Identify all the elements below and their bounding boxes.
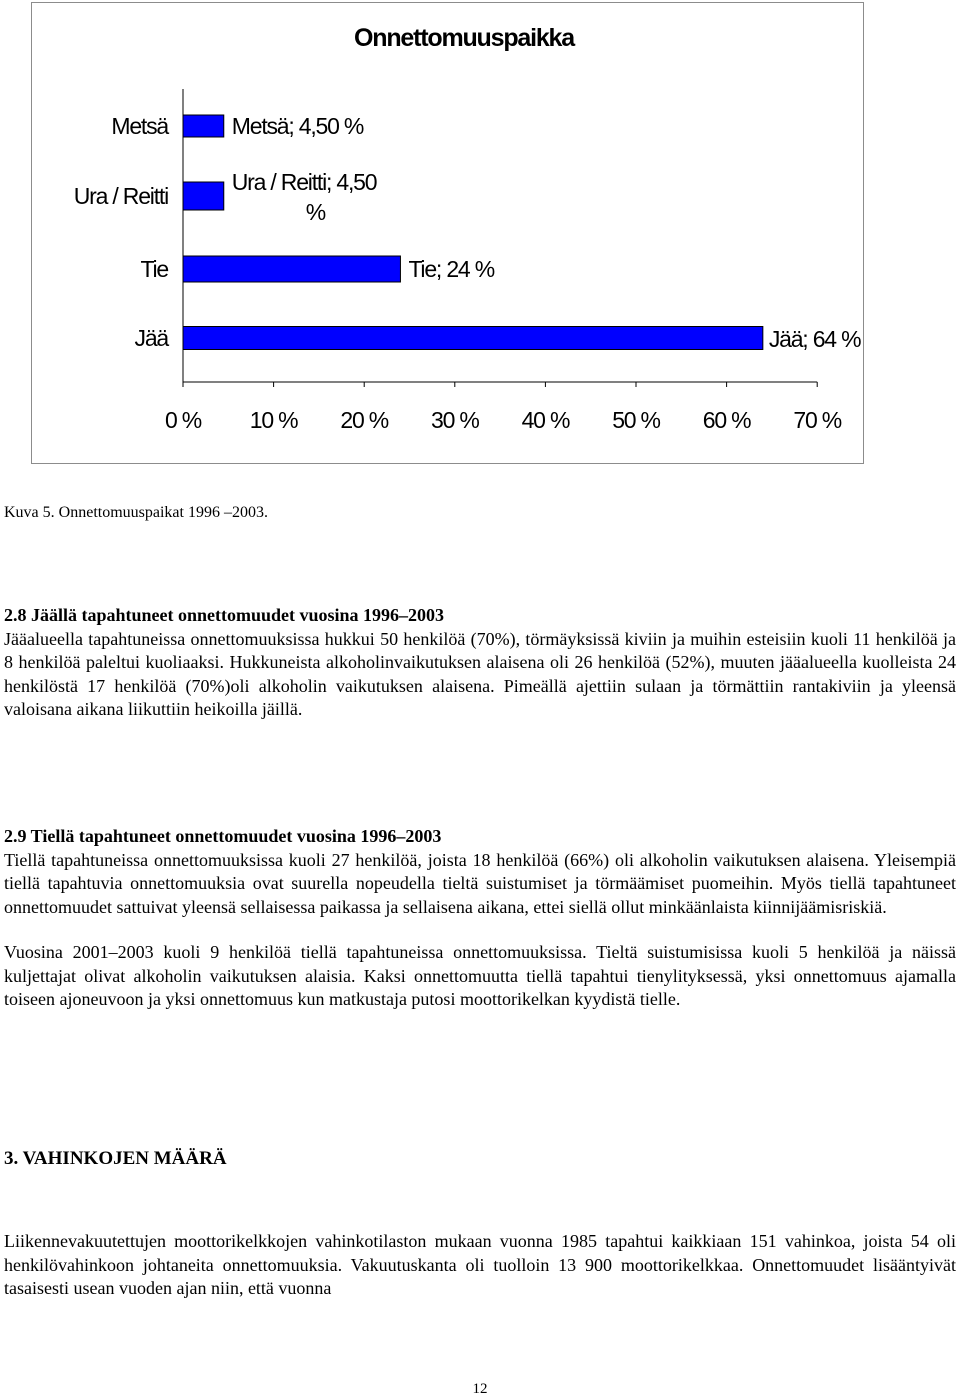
x-tick-label: 40 %: [521, 407, 570, 433]
data-label: Tie; 24 %: [408, 256, 494, 282]
category-label: Jää: [134, 325, 168, 351]
section-3-body: Liikennevakuutettujen moottorikelkkojen vahinkotilaston mukaan vuonna 1985 tapahtui kaikkiaan 151 vahinkoa, joista 54 oli henkilövahinkoon johtaneita onnettomuuksia. Vakuutuskanta oli tuolloin 13 900 moottorikelkkaa. Onnettomuudet lisääntyivät tasaisesti usean vuoden ajan niin, että vuonna: [4, 1231, 956, 1298]
category-label: Metsä: [111, 113, 168, 139]
figure-caption: Kuva 5. Onnettomuuspaikat 1996 –2003.: [4, 504, 268, 521]
bar-1: [183, 182, 224, 210]
data-label: Ura / Reitti; 4,50: [231, 169, 377, 195]
bar-chart: [32, 3, 865, 465]
section-2-9-heading: 2.9 Tiellä tapahtuneet onnettomuudet vuosina 1996–2003: [4, 826, 442, 846]
page-number: 12: [472, 1381, 488, 1397]
x-tick-label: 10 %: [249, 407, 298, 433]
section-2-8-body: Jääalueella tapahtuneissa onnettomuuksissa hukkui 50 henkilöä (70%), törmäyksissä kiviin ja muihin esteisiin kuoli 11 henkilöä ja 8 henkilöä paleltui kuoliaaksi. Hukkuneista alkoholinvaikutuksen alaisena oli 26 henkilöä (52%), muuten jääalueella kuolleista 24 henkilöstä 17 henkilöä (70%)oli alkoholin vaikutuksen alaisena. Pimeällä ajettiin sulaan ja törmättiin rantakiviin ja yleensä valoisana aikana liikuttiin heikoilla jäillä.: [4, 628, 956, 719]
section-2-8: [4, 604, 956, 722]
x-tick-label: 50 %: [612, 407, 660, 433]
section-2-9-body2: Vuosina 2001–2003 kuoli 9 henkilöä tiellä tapahtuneissa onnettomuuksissa. Tieltä suistumisissa kuoli 5 henkilöä ja näissä kuljettajat olivat alkoholin vaikutuksen alaisia. Kaksi onnettomuutta tiellä tapahtui tienylityksessä, yksi onnettomuus ajamalla toiseen ajoneuvoon ja yksi onnettomuus kun matkustaja putosi moottorikelkan kyydistä tielle.: [4, 942, 956, 1009]
data-label: Jää; 64 %: [768, 326, 861, 352]
section-3: [4, 1230, 956, 1301]
section-2-9-body: Tiellä tapahtuneissa onnettomuuksissa kuoli 27 henkilöä, joista 18 henkilöä (66%) oli alkoholin vaikutuksen alaisena. Yleisempiä tiellä tapahtuvia onnettomuuksia ovat suurella nopeudella tieltä suistumiset ja törmäämiset puomeihin. Myös tiellä tapahtuneet onnettomuudet sattuivat yleensä sellaisessa paikassa ja sellaisena aikana, ettei siellä ollut minkäänlaista kiinnijäämisriskiä.: [4, 849, 956, 917]
data-label-cont: %: [305, 199, 326, 225]
bar-0: [183, 115, 224, 137]
x-tick-label: 70 %: [793, 407, 842, 433]
data-label: Metsä; 4,50 %: [231, 113, 364, 139]
chart-frame: [31, 2, 864, 464]
x-tick-label: 0 %: [164, 407, 202, 433]
chart-title: Onnettomuuspaikka: [354, 24, 574, 52]
category-label: Ura / Reitti: [73, 183, 168, 209]
section-3-heading: 3. VAHINKOJEN MÄÄRÄ: [4, 1148, 227, 1169]
x-tick-label: 60 %: [702, 407, 751, 433]
section-2-8-heading: 2.8 Jäällä tapahtuneet onnettomuudet vuosina 1996–2003: [4, 605, 445, 625]
x-tick-label: 20 %: [340, 407, 389, 433]
bar-3: [183, 327, 763, 350]
x-tick-label: 30 %: [430, 407, 479, 433]
bar-2: [183, 256, 400, 282]
category-label: Tie: [140, 256, 168, 282]
section-2-9: [4, 825, 956, 1012]
